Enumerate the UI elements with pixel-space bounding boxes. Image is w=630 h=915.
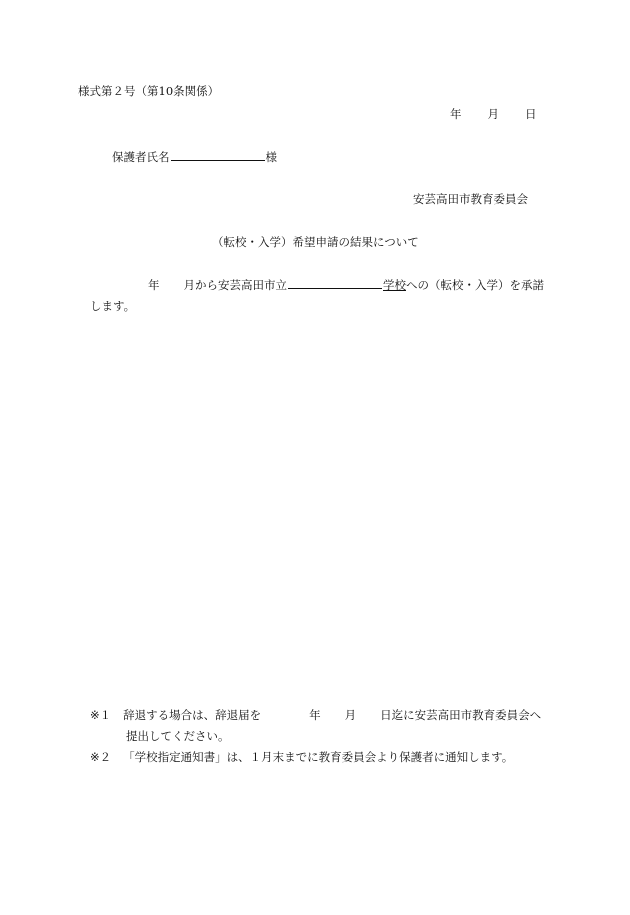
issuer-name: 安芸高田市教育委員会 (413, 192, 528, 206)
date-month-label: 月 (487, 107, 499, 121)
document-title: （転校・入学）希望申請の結果について (212, 235, 419, 249)
body-line-1 (148, 280, 544, 292)
note-1-mark: ※１ (90, 708, 112, 722)
note-1-line-2: 提出してください。 (126, 729, 230, 743)
form-number: 様式第２号（第10条関係） (78, 84, 220, 98)
body-rest: への（転校・入学）を承諾 (406, 278, 544, 292)
date-year-label: 年 (450, 107, 462, 121)
note-2-text: 「学校指定通知書」は、１月末までに教育委員会より保護者に通知します。 (123, 750, 514, 764)
honorific: 様 (265, 150, 277, 164)
date-day-label: 日 (525, 107, 537, 121)
note-1-month: 月 (344, 708, 357, 722)
school-suffix: 学校 (383, 278, 406, 292)
body-year-label: 年 (148, 278, 160, 292)
body-month-from: 月から安芸高田市立 (183, 278, 287, 292)
guardian-name-blank (171, 159, 265, 161)
note-1-line-1 (90, 710, 541, 722)
note-2-mark: ※２ (90, 750, 112, 764)
school-name-blank (288, 287, 382, 289)
note-2 (90, 752, 513, 764)
note-1-text-b: 日迄に安芸高田市教育委員会へ (380, 708, 542, 722)
addressee-line (112, 152, 277, 164)
body-line-2: します。 (90, 299, 136, 313)
date-line (450, 109, 537, 121)
guardian-name-label: 保護者氏名 (112, 150, 170, 164)
note-1-year: 年 (309, 708, 321, 722)
note-1-text-a: 辞退する場合は、辞退届を (123, 708, 262, 722)
